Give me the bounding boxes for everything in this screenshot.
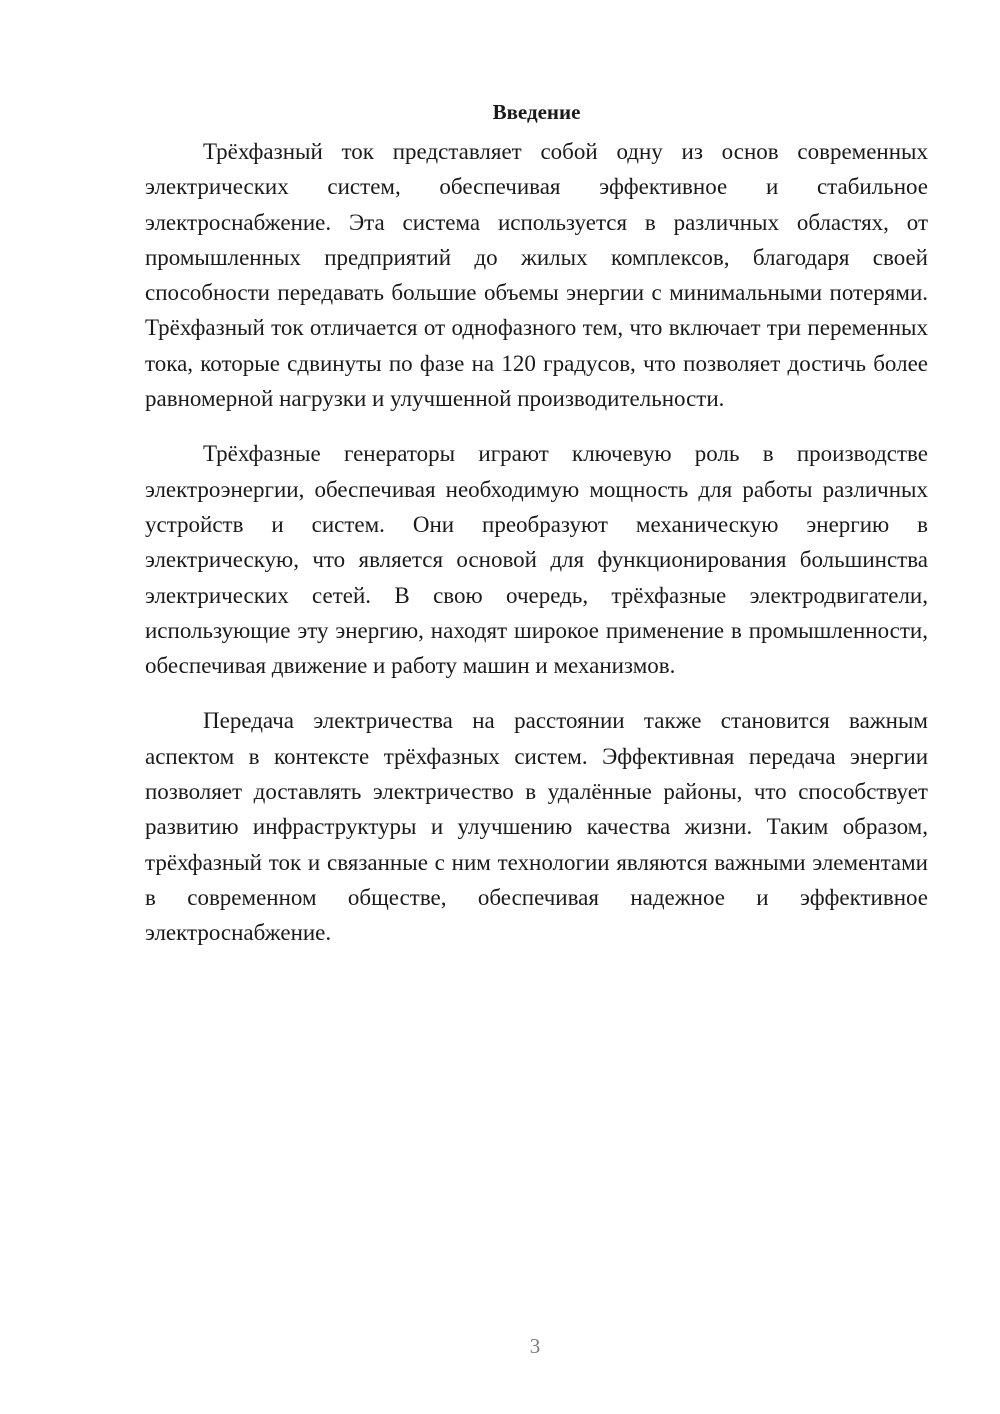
paragraph-1: Трёхфазный ток представляет собой одну из основ современных электрических систем, обеспечивая эффективное и стабильное электроснабжение. Эта система используется в различных областях, от промышленных предприятий до жилых комплексов, благодаря своей способности передавать большие объемы энергии с минимальными потерями. Трёхфазный ток отличается от однофазного тем, что включает три переменных тока, которые сдвинуты по фазе на 120 градусов, что позволяет достичь более равномерной нагрузки и улучшенной производительности. [145,139,928,412]
page-content [145,96,928,971]
page-number: 3 [529,1334,541,1358]
page-title: Введение [492,100,581,124]
paragraph-2: Трёхфазные генераторы играют ключевую роль в производстве электроэнергии, обеспечивая необходимую мощность для работы различных устройств и систем. Они преобразуют механическую энергию в электрическую, что является основой для функционирования большинства электрических сетей. В свою очередь, трёхфазные электродвигатели, использующие эту энергию, находят широкое применение в промышленности, обеспечивая движение и работу машин и механизмов. [145,441,928,679]
paragraph-3: Передача электричества на расстоянии также становится важным аспектом в контексте трёхфазных систем. Эффективная передача энергии позволяет доставлять электричество в удалённые районы, что способствует развитию инфраструктуры и улучшению качества жизни. Таким образом, трёхфазный ток и связанные с ним технологии являются важными элементами в современном обществе, обеспечивая надежное и эффективное электроснабжение. [145,708,928,946]
